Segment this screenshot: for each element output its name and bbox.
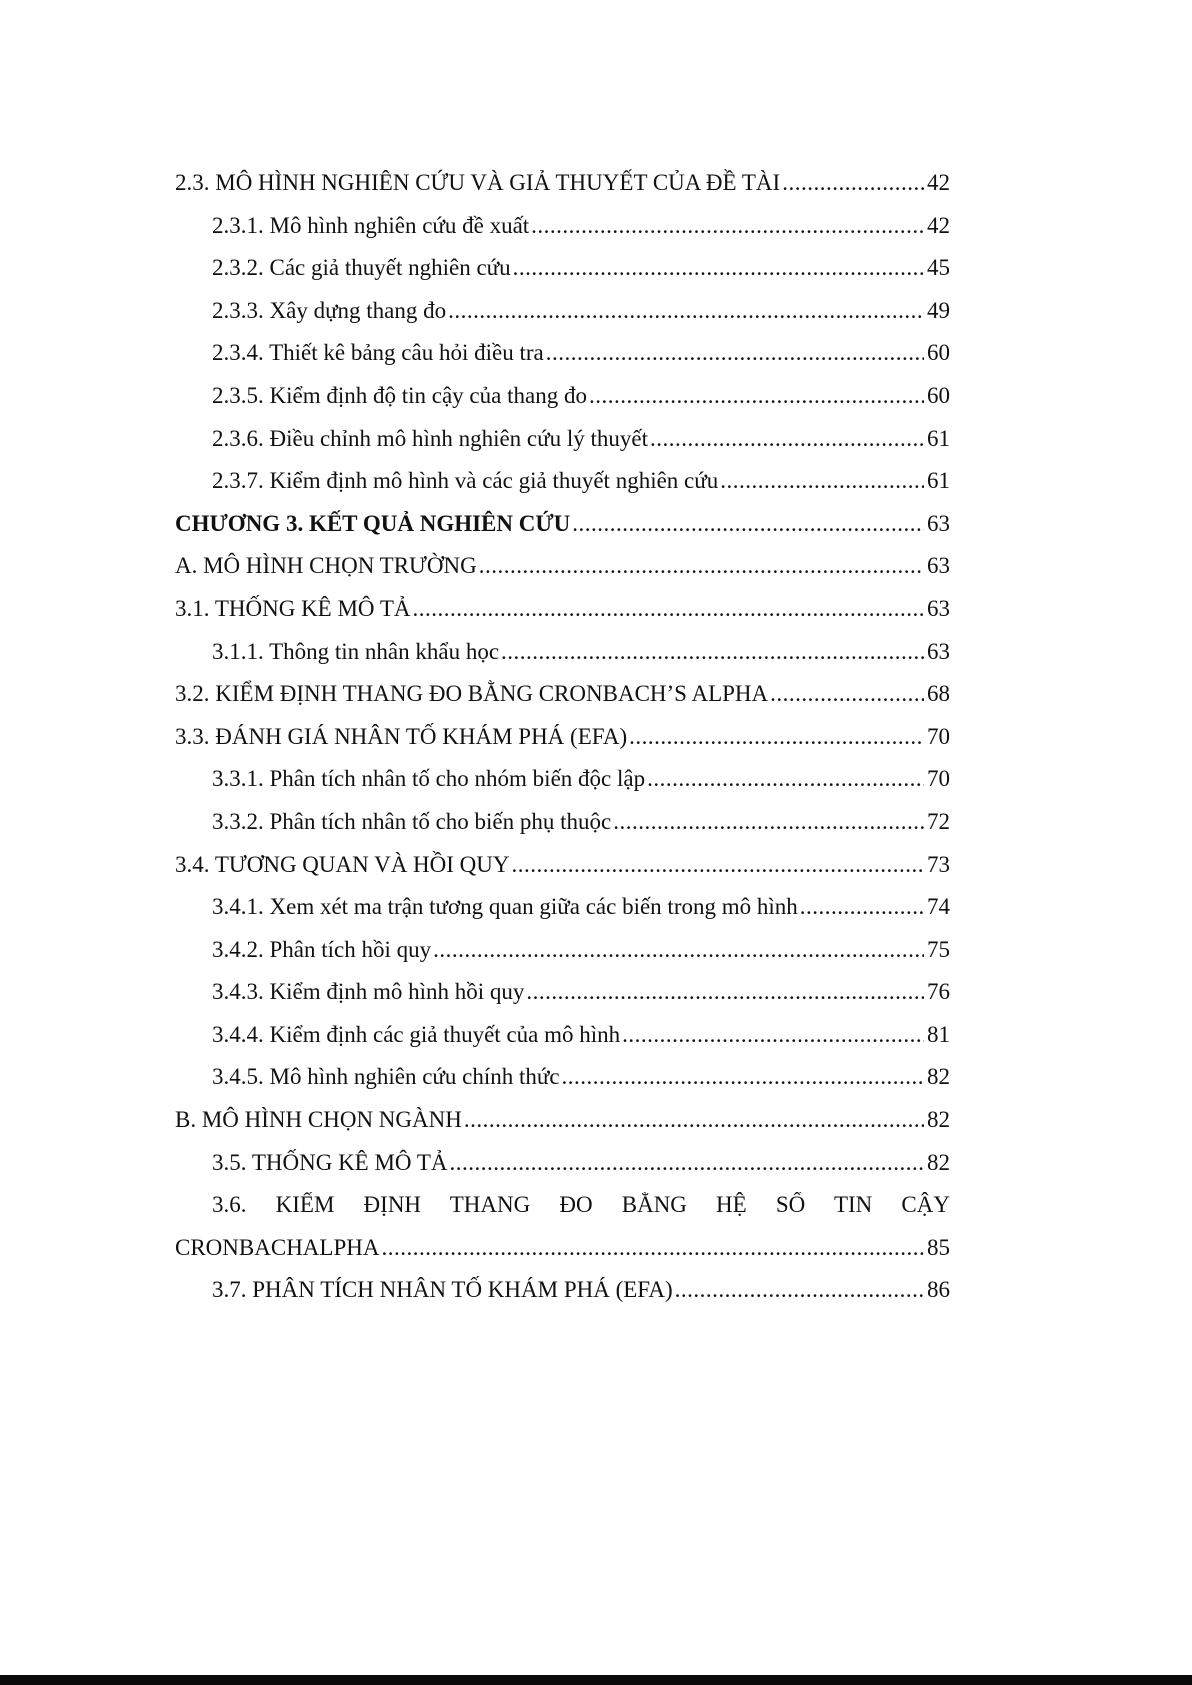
toc-leader-dots: [512, 852, 924, 878]
toc-leader-dots: [479, 553, 924, 579]
toc-leader-dots: [381, 1235, 924, 1261]
toc-page-number: 61: [927, 425, 950, 451]
toc-leader-dots: [647, 766, 924, 792]
toc-entry-3-4-4[interactable]: [175, 1022, 950, 1065]
toc-entry-3-4-5[interactable]: [175, 1064, 950, 1107]
toc-entry-2-3-6[interactable]: [175, 426, 950, 469]
toc-leader-dots: [526, 979, 924, 1005]
toc-entry-title: 3.7. PHÂN TÍCH NHÂN TỐ KHÁM PHÁ (EFA): [212, 1277, 673, 1303]
toc-page-number: 68: [927, 681, 950, 707]
toc-entry-3-1-1[interactable]: [175, 639, 950, 682]
toc-page-number: 82: [927, 1064, 950, 1090]
toc-entry-2-3-1[interactable]: [175, 213, 950, 256]
toc-entry-title-line2: CRONBACHALPHA: [175, 1234, 380, 1260]
toc-entry-2-3-2[interactable]: [175, 255, 950, 298]
toc-entry-title: CHƯƠNG 3. KẾT QUẢ NGHIÊN CỨU: [175, 510, 571, 536]
toc-entry-3-4-3[interactable]: [175, 979, 950, 1022]
toc-entry-title-line2-row: [175, 1235, 950, 1278]
toc-page-number: 81: [927, 1021, 950, 1047]
toc-leader-dots: [464, 1107, 924, 1133]
toc-page-number: 63: [927, 595, 950, 621]
toc-page-number: 86: [927, 1277, 950, 1303]
toc-entry-3-5[interactable]: [175, 1150, 950, 1193]
toc-page-number: 63: [927, 638, 950, 664]
toc-entry-title: 2.3. MÔ HÌNH NGHIÊN CỨU VÀ GIẢ THUYẾT CỦA ĐỀ TÀI: [175, 170, 781, 195]
toc-leader-dots: [675, 1277, 924, 1303]
toc-entry-3-7[interactable]: [175, 1277, 950, 1320]
toc-page-number: 60: [927, 382, 950, 408]
toc-page-number: 72: [927, 808, 950, 834]
toc-entry-b[interactable]: [175, 1107, 950, 1150]
toc-entry-title: 3.1. THỐNG KÊ MÔ TẢ: [175, 595, 411, 621]
toc-entry-3-4-2[interactable]: [175, 937, 950, 980]
toc-entry-3-3[interactable]: [175, 724, 950, 767]
toc-page-number: 85: [927, 1234, 950, 1260]
toc-leader-dots: [413, 596, 924, 622]
toc-entry-3-6[interactable]: [175, 1192, 950, 1277]
toc-leader-dots: [562, 1064, 924, 1090]
toc-entry-2-3-3[interactable]: [175, 298, 950, 341]
toc-entry-title: 2.3.2. Các giả thuyết nghiên cứu: [212, 255, 511, 281]
toc-entry-title: 3.5. THỐNG KÊ MÔ TẢ: [212, 1149, 448, 1175]
toc-page-number: 70: [927, 723, 950, 749]
toc-page-number: 82: [927, 1149, 950, 1175]
toc-page-number: 70: [927, 766, 950, 792]
toc-entry-title: 3.4.4. Kiểm định các giả thuyết của mô hình: [212, 1021, 621, 1047]
toc-leader-dots: [720, 468, 924, 494]
toc-entry-title: 2.3.6. Điều chỉnh mô hình nghiên cứu lý thuyết: [212, 425, 648, 451]
toc-entry-3-1[interactable]: [175, 596, 950, 639]
toc-leader-dots: [622, 1022, 924, 1048]
toc-entry-title: 3.3.2. Phân tích nhân tố cho biến phụ thuộc: [212, 808, 612, 834]
toc-page-number: 63: [927, 510, 950, 536]
toc-entry-title: 2.3.3. Xây dựng thang đo: [212, 297, 447, 323]
toc-entry-title: 3.4.3. Kiểm định mô hình hồi quy: [212, 979, 525, 1005]
toc-entry-chapter-3[interactable]: [175, 511, 950, 554]
toc-entry-a[interactable]: [175, 553, 950, 596]
toc-page-number: 42: [927, 170, 950, 195]
toc-page-number: 76: [927, 979, 950, 1005]
table-of-contents: [175, 170, 950, 1320]
toc-leader-dots: [450, 1150, 924, 1176]
toc-page-number: 74: [927, 894, 950, 920]
toc-entry-2-3-4[interactable]: [175, 340, 950, 383]
toc-leader-dots: [770, 681, 924, 707]
toc-entry-title: 2.3.1. Mô hình nghiên cứu đề xuất: [212, 212, 530, 238]
toc-page-number: 82: [927, 1107, 950, 1133]
toc-entry-2-3[interactable]: [175, 170, 950, 213]
toc-leader-dots: [448, 298, 924, 324]
toc-leader-dots: [531, 213, 924, 239]
toc-entry-title: B. MÔ HÌNH CHỌN NGÀNH: [175, 1107, 462, 1133]
toc-leader-dots: [572, 511, 924, 537]
toc-entry-3-3-1[interactable]: [175, 766, 950, 809]
toc-entry-title: 3.3.1. Phân tích nhân tố cho nhóm biến độc lập: [212, 766, 646, 792]
toc-entry-3-3-2[interactable]: [175, 809, 950, 852]
toc-entry-title: 3.2. KIỂM ĐỊNH THANG ĐO BẰNG CRONBACH’S ALPHA: [175, 681, 769, 707]
toc-entry-title: 2.3.7. Kiểm định mô hình và các giả thuyết nghiên cứu: [212, 468, 719, 494]
toc-entry-2-3-5[interactable]: [175, 383, 950, 426]
toc-page-number: 73: [927, 851, 950, 877]
toc-entry-title: 3.4. TƯƠNG QUAN VÀ HỒI QUY: [175, 851, 510, 877]
toc-leader-dots: [629, 724, 924, 750]
toc-leader-dots: [650, 426, 924, 452]
toc-leader-dots: [513, 255, 924, 281]
toc-page-number: 61: [927, 468, 950, 494]
toc-page-number: 42: [927, 212, 950, 238]
toc-entry-3-2[interactable]: [175, 681, 950, 724]
toc-entry-title: A. MÔ HÌNH CHỌN TRƯỜNG: [175, 553, 477, 579]
toc-leader-dots: [800, 894, 924, 920]
toc-leader-dots: [589, 383, 924, 409]
toc-leader-dots: [501, 639, 924, 665]
toc-entry-title: 3.4.1. Xem xét ma trận tương quan giữa các biến trong mô hình: [212, 894, 798, 920]
toc-entry-title: 2.3.5. Kiểm định độ tin cậy của thang đo: [212, 382, 587, 408]
toc-entry-title-line1: 3.6. KIỂM ĐỊNH THANG ĐO BẰNG HỆ SỐ TIN CẬY: [212, 1192, 950, 1218]
toc-leader-dots: [782, 170, 924, 196]
toc-page-number: 60: [927, 340, 950, 366]
toc-page-number: 49: [927, 297, 950, 323]
toc-leader-dots: [613, 809, 924, 835]
toc-entry-2-3-7[interactable]: [175, 468, 950, 511]
toc-page-number: 45: [927, 255, 950, 281]
toc-page-number: 75: [927, 936, 950, 962]
bottom-edge-bar: [0, 1675, 1192, 1685]
toc-entry-title: 3.1.1. Thông tin nhân khẩu học: [212, 638, 500, 664]
toc-entry-3-4[interactable]: [175, 852, 950, 895]
toc-page-number: 63: [927, 553, 950, 579]
toc-entry-title: 3.4.2. Phân tích hồi quy: [212, 936, 432, 962]
toc-leader-dots: [433, 937, 924, 963]
toc-entry-3-4-1[interactable]: [175, 894, 950, 937]
toc-entry-title: 3.3. ĐÁNH GIÁ NHÂN TỐ KHÁM PHÁ (EFA): [175, 723, 628, 749]
toc-entry-title: 2.3.4. Thiết kê bảng câu hỏi điều tra: [212, 340, 544, 366]
toc-leader-dots: [546, 340, 924, 366]
toc-entry-title: 3.4.5. Mô hình nghiên cứu chính thức: [212, 1064, 560, 1090]
